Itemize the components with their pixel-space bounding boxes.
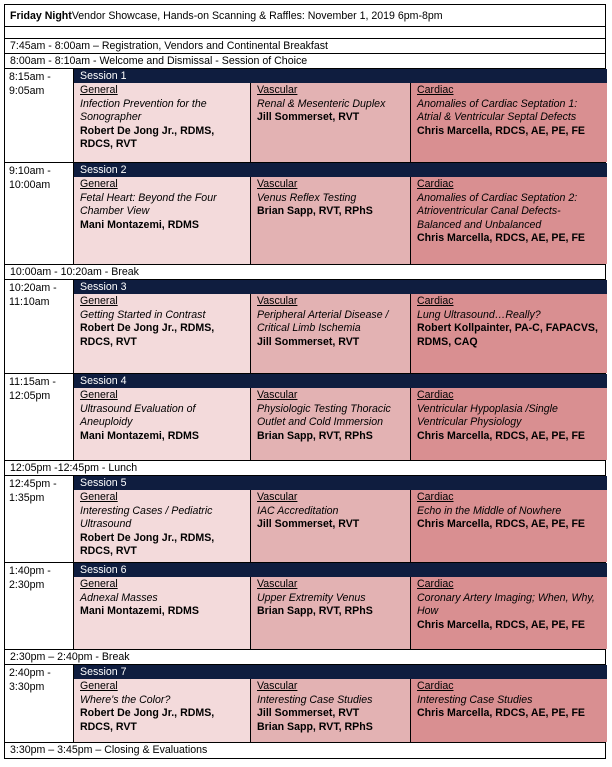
speaker: Chris Marcella, RDCS, AE, PE, FE — [417, 618, 585, 631]
speaker: Jill Sommerset, RVT — [257, 518, 360, 530]
track-label-vascular: Vascular — [257, 295, 298, 307]
session-label: Session 6 — [74, 563, 607, 577]
closing-text: 3:30pm – 3:45pm – Closing & Evaluations — [10, 744, 208, 756]
lunch-row — [5, 461, 605, 476]
session-label: Session 3 — [74, 280, 607, 294]
speaker: Mani Montazemi, RDMS — [80, 605, 199, 617]
time-end: 12:05pm — [9, 390, 51, 402]
session-title: Renal & Mesenteric Duplex — [257, 97, 386, 110]
session-time — [5, 563, 73, 649]
speaker: Brian Sapp, RVT, RPhS — [257, 429, 373, 442]
general-cell — [74, 577, 250, 649]
general-cell — [74, 679, 250, 742]
session-title: Peripheral Arterial Disease / Critical Limb Ischemia — [257, 308, 389, 334]
time-start: 12:45pm - — [9, 478, 57, 490]
track-label-vascular: Vascular — [257, 680, 298, 692]
time-start: 2:40pm - — [9, 667, 51, 679]
session-title: Interesting Case Studies — [417, 693, 533, 706]
session-title: Interesting Case Studies — [257, 693, 373, 706]
session-label: Session 2 — [74, 163, 607, 177]
vascular-cell — [250, 577, 410, 649]
session-title: Venus Reflex Testing — [257, 191, 357, 204]
session-title: Ventricular Hypoplasia /Single Ventricular Physiology — [417, 402, 558, 428]
cardiac-cell — [410, 490, 607, 562]
session-title: Where's the Color? — [80, 693, 171, 706]
schedule-table — [4, 4, 606, 759]
session-time — [5, 163, 73, 264]
track-label-general: General — [80, 295, 118, 307]
session-title: Interesting Cases / Pediatric Ultrasound — [80, 504, 213, 530]
session-time — [5, 374, 73, 460]
general-cell — [74, 388, 250, 460]
time-start: 9:10am - — [9, 165, 51, 177]
track-label-cardiac: Cardiac — [417, 178, 454, 190]
session-title: Coronary Artery Imaging; When, Why, How — [417, 591, 595, 617]
registration-text: 7:45am - 8:00am – Registration, Vendors and Continental Breakfast — [10, 40, 328, 52]
speaker: Chris Marcella, RDCS, AE, PE, FE — [417, 707, 585, 719]
speaker: Mani Montazemi, RDMS — [80, 218, 199, 231]
speaker: Jill Sommerset, RVT — [257, 707, 360, 719]
speaker: Robert De Jong Jr., RDMS, RDCS, RVT — [80, 707, 215, 733]
speaker: Chris Marcella, RDCS, AE, PE, FE — [417, 232, 585, 244]
session-time — [5, 665, 73, 742]
speaker: Chris Marcella, RDCS, AE, PE, FE — [417, 518, 585, 530]
time-start: 10:20am - — [9, 282, 57, 294]
speaker: Robert De Jong Jr., RDMS, RDCS, RVT — [80, 124, 215, 150]
header-bold: Friday Night — [10, 10, 72, 22]
time-start: 11:15am - — [9, 376, 56, 388]
track-label-vascular: Vascular — [257, 178, 298, 190]
closing-row — [5, 743, 605, 758]
session-label: Session 1 — [74, 69, 607, 83]
session-title: IAC Accreditation — [257, 504, 339, 517]
vascular-cell — [250, 490, 410, 562]
time-end: 11:10am — [9, 296, 50, 308]
track-label-cardiac: Cardiac — [417, 578, 454, 590]
session-row-1 — [5, 69, 605, 163]
general-cell — [74, 490, 250, 562]
track-label-vascular: Vascular — [257, 389, 298, 401]
session-row-5 — [5, 476, 605, 563]
time-end: 10:00am — [9, 179, 51, 191]
track-label-vascular: Vascular — [257, 578, 298, 590]
cardiac-cell — [410, 577, 607, 649]
time-start: 8:15am - — [9, 71, 51, 83]
session-title: Lung Ultrasound…Really? — [417, 308, 541, 321]
speaker: Robert Kollpainter, PA-C, FAPACVS, RDMS, CAQ — [417, 322, 598, 348]
session-row-6 — [5, 563, 605, 650]
cardiac-cell — [410, 83, 607, 162]
speaker: Jill Sommerset, RVT — [257, 111, 360, 123]
track-label-cardiac: Cardiac — [417, 84, 454, 96]
time-end: 3:30pm — [9, 681, 45, 693]
session-title: Adnexal Masses — [80, 591, 158, 604]
cardiac-cell — [410, 388, 607, 460]
session-title: Getting Started in Contrast — [80, 308, 206, 321]
time-end: 2:30pm — [9, 579, 45, 591]
general-cell — [74, 177, 250, 264]
general-cell — [74, 83, 250, 162]
header-text: Vendor Showcase, Hands-on Scanning & Raffles: November 1, 2019 6pm-8pm — [71, 10, 443, 22]
session-label: Session 4 — [74, 374, 607, 388]
session-title: Fetal Heart: Beyond the Four Chamber View — [80, 191, 217, 217]
session-row-3 — [5, 280, 605, 374]
vascular-cell — [250, 294, 410, 373]
track-label-cardiac: Cardiac — [417, 680, 454, 692]
break-row — [5, 650, 605, 665]
cardiac-cell — [410, 294, 607, 373]
header-row — [5, 5, 605, 27]
track-label-general: General — [80, 178, 118, 190]
track-label-cardiac: Cardiac — [417, 491, 454, 503]
speaker: Brian Sapp, RVT, RPhS — [257, 720, 373, 733]
track-label-cardiac: Cardiac — [417, 389, 454, 401]
speaker: Brian Sapp, RVT, RPhS — [257, 205, 373, 217]
vascular-cell — [250, 83, 410, 162]
session-title: Infection Prevention for the Sonographer — [80, 97, 207, 123]
break-row — [5, 265, 605, 280]
speaker: Robert De Jong Jr., RDMS, RDCS, RVT — [80, 531, 215, 557]
welcome-text: 8:00am - 8:10am - Welcome and Dismissal - Session of Choice — [10, 55, 308, 67]
session-title: Anomalies of Cardiac Septation 1: Atrial & Ventricular Septal Defects — [417, 97, 578, 123]
session-row-7 — [5, 665, 605, 743]
lunch-text: 12:05pm -12:45pm - Lunch — [10, 462, 138, 474]
time-end: 1:35pm — [9, 492, 45, 504]
session-time — [5, 280, 73, 373]
track-label-general: General — [80, 84, 118, 96]
cardiac-cell — [410, 679, 607, 742]
track-label-vascular: Vascular — [257, 84, 298, 96]
speaker: Jill Sommerset, RVT — [257, 335, 360, 348]
session-title: Ultrasound Evaluation of Aneuploidy — [80, 402, 196, 428]
speaker: Brian Sapp, RVT, RPhS — [257, 605, 373, 617]
track-label-vascular: Vascular — [257, 491, 298, 503]
session-row-4 — [5, 374, 605, 461]
cardiac-cell — [410, 177, 607, 264]
registration-row — [5, 39, 605, 54]
session-row-2 — [5, 163, 605, 265]
track-label-cardiac: Cardiac — [417, 295, 454, 307]
speaker: Chris Marcella, RDCS, AE, PE, FE — [417, 124, 585, 137]
time-start: 1:40pm - — [9, 565, 51, 577]
time-end: 9:05am — [9, 85, 45, 97]
session-title: Physiologic Testing Thoracic Outlet and Cold Immersion — [257, 402, 391, 428]
session-title: Echo in the Middle of Nowhere — [417, 504, 562, 517]
track-label-general: General — [80, 491, 118, 503]
vascular-cell — [250, 177, 410, 264]
track-label-general: General — [80, 578, 118, 590]
session-label: Session 7 — [74, 665, 607, 679]
break-text: 10:00am - 10:20am - Break — [10, 266, 139, 278]
speaker: Chris Marcella, RDCS, AE, PE, FE — [417, 429, 585, 442]
track-label-general: General — [80, 680, 118, 692]
session-title: Anomalies of Cardiac Septation 2: Atrioventricular Canal Defects- Balanced and Unbalanced — [417, 191, 578, 231]
session-title: Upper Extremity Venus — [257, 591, 366, 604]
track-label-general: General — [80, 389, 118, 401]
session-time — [5, 476, 73, 562]
vascular-cell — [250, 388, 410, 460]
vascular-cell — [250, 679, 410, 742]
welcome-row — [5, 54, 605, 69]
speaker: Mani Montazemi, RDMS — [80, 429, 199, 442]
speaker: Robert De Jong Jr., RDMS, RDCS, RVT — [80, 322, 215, 348]
session-time — [5, 69, 73, 162]
general-cell — [74, 294, 250, 373]
spacer-row — [5, 27, 605, 39]
break-text: 2:30pm – 2:40pm - Break — [10, 651, 130, 663]
session-label: Session 5 — [74, 476, 607, 490]
